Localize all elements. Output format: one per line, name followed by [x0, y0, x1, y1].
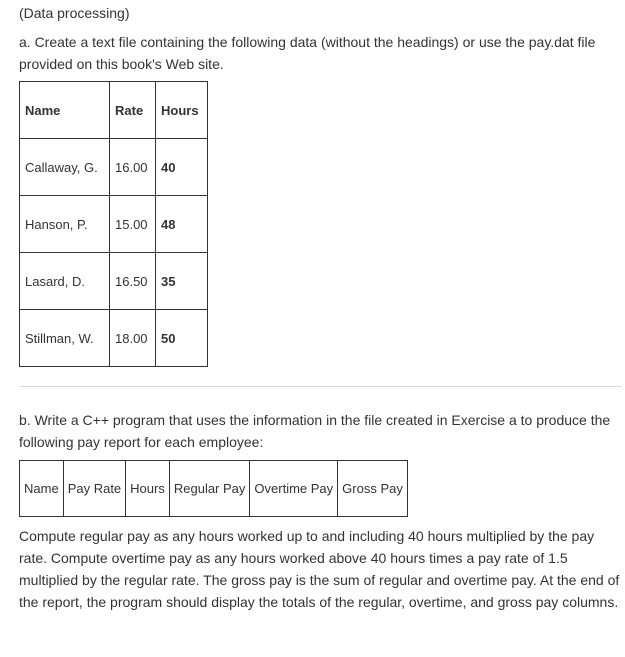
intro-heading: (Data processing) [19, 5, 130, 21]
part-b-instructions: b. Write a C++ program that uses the information in the file created in Exercise a to produce the following pay report for each employee: [19, 412, 611, 450]
cell-rate: 18.00 [110, 310, 156, 367]
header-rate: Rate [110, 82, 156, 139]
cell-hours: 48 [156, 196, 208, 253]
report-col-regular-pay: Regular Pay [169, 461, 250, 517]
pay-report-header-table [19, 460, 408, 517]
cell-rate: 16.50 [110, 253, 156, 310]
employee-data-table [19, 81, 208, 367]
section-divider [19, 386, 622, 387]
table-row [20, 196, 208, 253]
cell-hours: 50 [156, 310, 208, 367]
cell-rate: 16.00 [110, 139, 156, 196]
cell-hours: 35 [156, 253, 208, 310]
report-col-overtime-pay: Overtime Pay [250, 461, 338, 517]
cell-rate: 15.00 [110, 196, 156, 253]
report-col-gross-pay: Gross Pay [338, 461, 408, 517]
table-header-row [20, 82, 208, 139]
table-row [20, 139, 208, 196]
report-col-name: Name [20, 461, 64, 517]
cell-hours: 40 [156, 139, 208, 196]
cell-name: Stillman, W. [20, 310, 110, 367]
header-name: Name [20, 82, 110, 139]
table-row [20, 310, 208, 367]
cell-name: Hanson, P. [20, 196, 110, 253]
report-header-row [20, 461, 408, 517]
pay-calculation-instructions: Compute regular pay as any hours worked up to and including 40 hours multiplied by the pay rate. Compute overtime pay as any hours worked above 40 hours times a pay rate of 1.5 multiplied by the regular rate. The gross pay is the sum of regular and overtime pay. At the end of the report, the program should display the totals of the regular, overtime, and gross pay columns. [19, 528, 620, 610]
report-col-pay-rate: Pay Rate [63, 461, 125, 517]
part-a-instructions: a. Create a text file containing the following data (without the headings) or use the pay.dat file provided on this book's Web site. [19, 34, 596, 72]
table-row [20, 253, 208, 310]
cell-name: Lasard, D. [20, 253, 110, 310]
cell-name: Callaway, G. [20, 139, 110, 196]
header-hours: Hours [156, 82, 208, 139]
report-col-hours: Hours [126, 461, 170, 517]
